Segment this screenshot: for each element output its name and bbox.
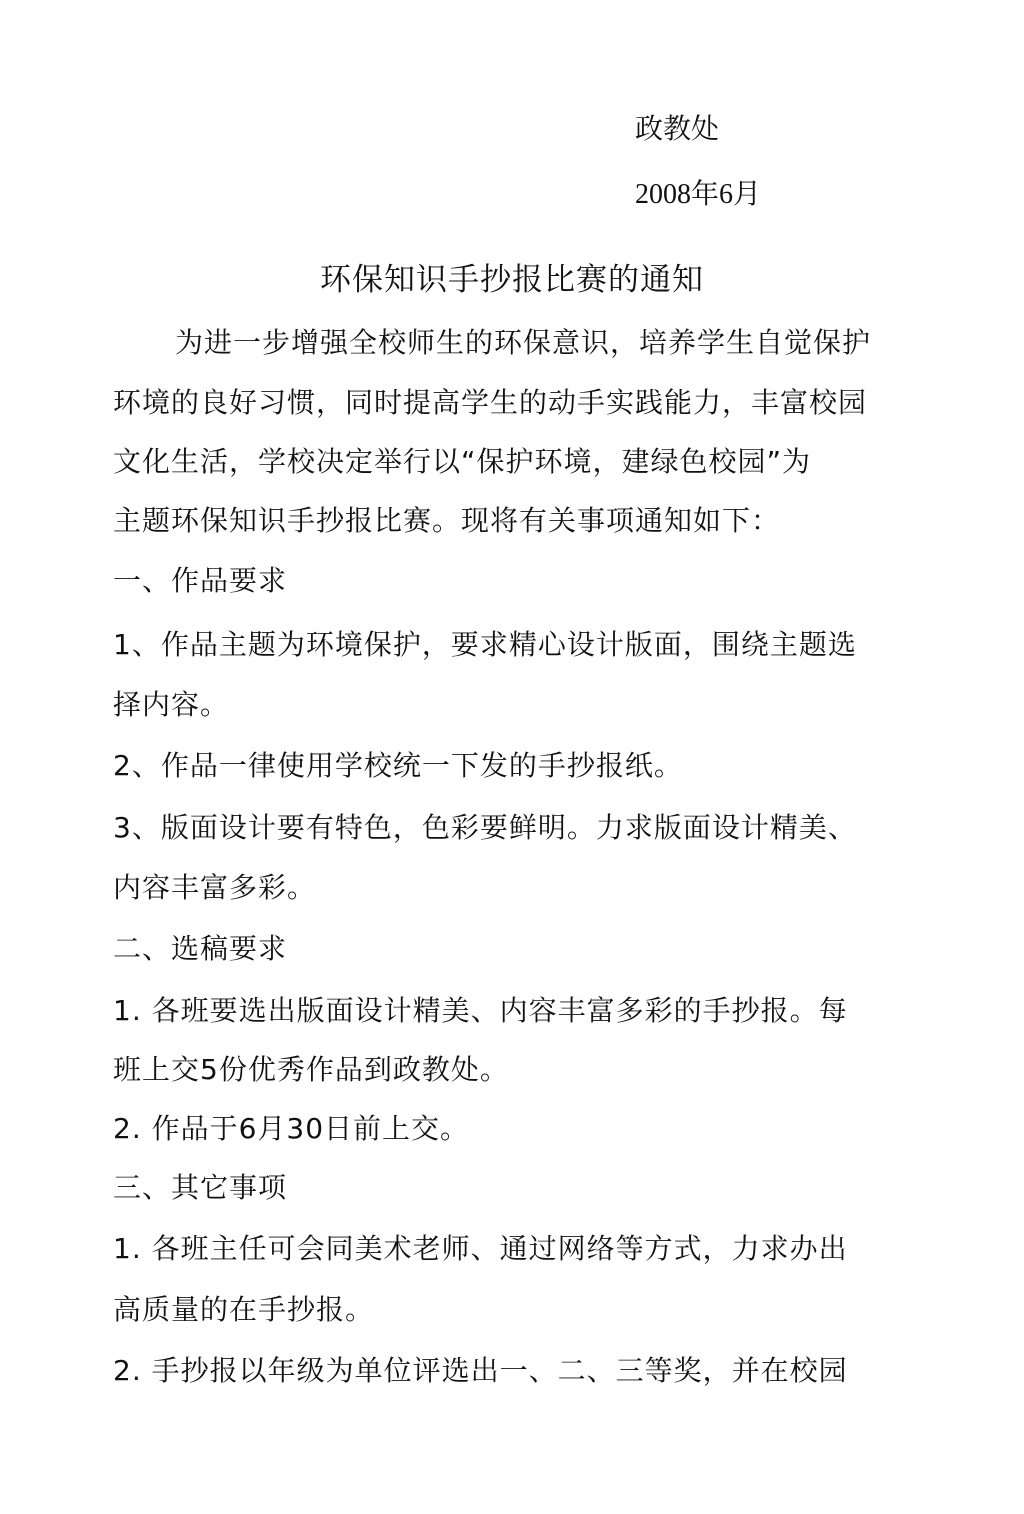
intro-line-2: 环境的良好习惯，同时提高学生的动手实践能力，丰富校园 — [113, 386, 868, 419]
section3-heading: 三、其它事项 — [113, 1171, 288, 1204]
section1-item3-line2: 内容丰富多彩。 — [113, 871, 317, 904]
intro-line-4: 主题环保知识手抄报比赛。现将有关事项通知如下： — [113, 504, 781, 537]
section1-item3-line1: 3、版面设计要有特色，色彩要鲜明。力求版面设计精美、 — [113, 811, 857, 844]
notice-title: 环保知识手抄报比赛的通知 — [320, 262, 704, 298]
section2-item1-line2: 班上交5份优秀作品到政教处。 — [113, 1053, 509, 1086]
section2-item2: 2. 作品于6月30日前上交。 — [113, 1112, 470, 1145]
intro-line-1: 为进一步增强全校师生的环保意识，培养学生自觉保护 — [175, 326, 872, 359]
section1-heading: 一、作品要求 — [113, 564, 288, 597]
section1-item1-line2: 择内容。 — [113, 688, 230, 721]
intro-line-3: 文化生活，学校决定举行以“保护环境，建绿色校园”为 — [113, 445, 812, 478]
section2-item1-line1: 1. 各班要选出版面设计精美、内容丰富多彩的手抄报。每 — [113, 994, 848, 1027]
section1-item2: 2、作品一律使用学校统一下发的手抄报纸。 — [113, 749, 683, 782]
section3-item1-line1: 1. 各班主任可会同美术老师、通过网络等方式，力求办出 — [113, 1232, 848, 1265]
section3-item1-line2: 高质量的在手抄报。 — [113, 1293, 375, 1326]
signature-date: 2008年6月 — [635, 179, 762, 210]
section3-item2: 2. 手抄报以年级为单位评选出一、二、三等奖，并在校园 — [113, 1354, 848, 1387]
section2-heading: 二、选稿要求 — [113, 932, 288, 965]
signature-department: 政教处 — [635, 114, 720, 145]
section1-item1-line1: 1、作品主题为环境保护，要求精心设计版面，围绕主题选 — [113, 628, 857, 661]
